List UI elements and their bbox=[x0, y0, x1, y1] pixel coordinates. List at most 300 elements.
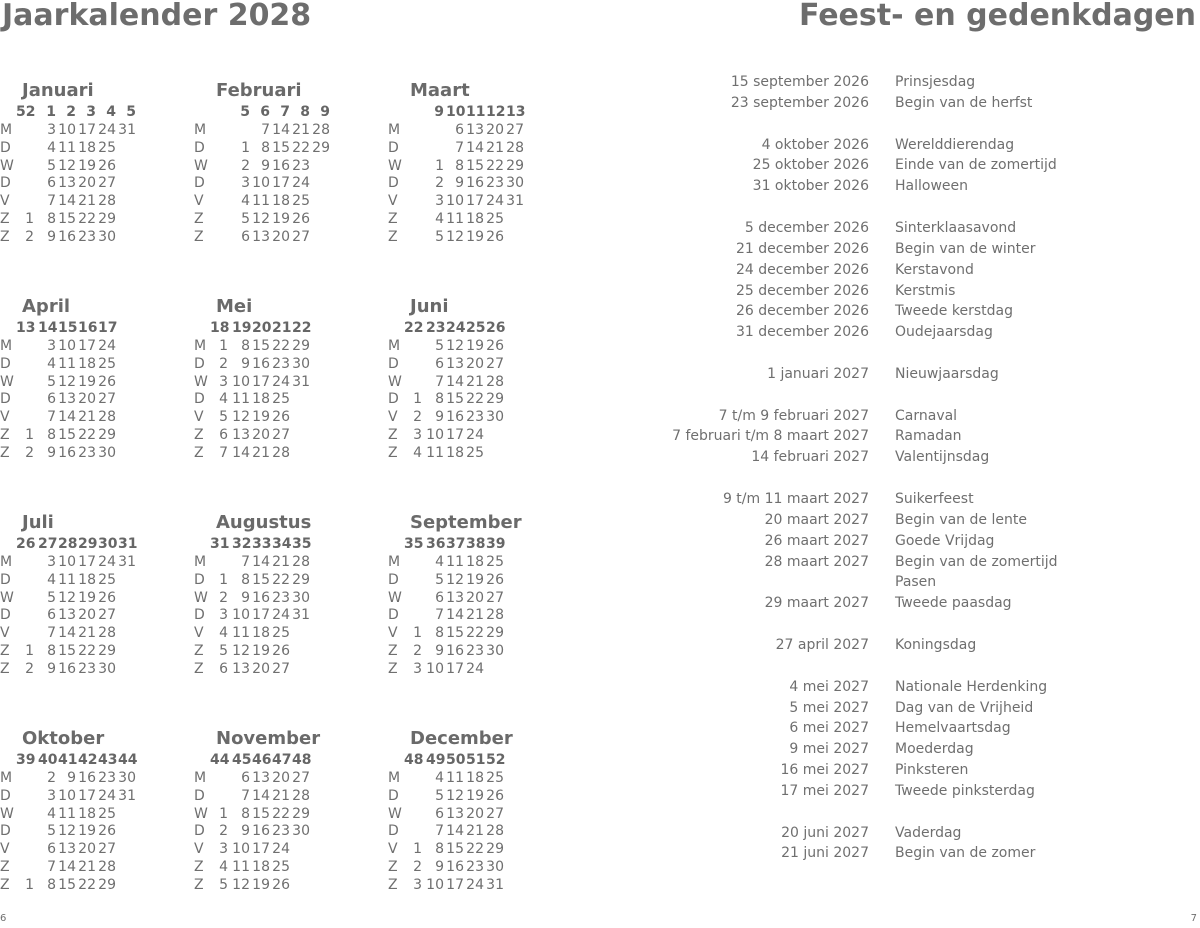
week-number: 31 bbox=[118, 536, 138, 552]
weekday-label: Z bbox=[388, 643, 398, 659]
day-number: 1 bbox=[219, 805, 228, 822]
day-number: 7 bbox=[261, 122, 270, 138]
day-number: 13 bbox=[58, 841, 76, 858]
event-date: 4 oktober 2026 bbox=[761, 136, 869, 153]
day-number: 17 bbox=[78, 787, 96, 804]
day-number: 14 bbox=[58, 193, 76, 210]
day-number: 2 bbox=[413, 643, 422, 659]
week-number: 52 bbox=[486, 752, 506, 768]
day-number: 26 bbox=[486, 338, 504, 354]
day-number: 17 bbox=[252, 373, 270, 390]
day-number: 5 bbox=[219, 876, 228, 893]
day-number: 11 bbox=[446, 770, 464, 786]
weekday-label: D bbox=[0, 391, 11, 408]
event-name: Kerstmis bbox=[895, 282, 956, 299]
day-number: 11 bbox=[252, 193, 270, 210]
day-number: 7 bbox=[241, 554, 250, 570]
day-number: 19 bbox=[78, 157, 96, 174]
day-number: 29 bbox=[486, 841, 504, 858]
day-number: 14 bbox=[58, 625, 76, 642]
week-number: 48 bbox=[292, 752, 312, 768]
day-number: 7 bbox=[47, 409, 56, 426]
weekday-label: V bbox=[0, 409, 10, 426]
day-number: 23 bbox=[78, 444, 96, 461]
weekday-label: D bbox=[194, 823, 205, 840]
week-number: 25 bbox=[466, 320, 486, 336]
day-number: 1 bbox=[25, 427, 34, 443]
day-number: 7 bbox=[435, 373, 444, 390]
event-name: Oudejaarsdag bbox=[895, 324, 993, 341]
week-number: 14 bbox=[38, 320, 58, 336]
day-number: 2 bbox=[435, 175, 444, 192]
week-number: 1 bbox=[46, 104, 56, 120]
week-number: 13 bbox=[16, 320, 36, 336]
day-number: 1 bbox=[413, 625, 422, 642]
day-number: 27 bbox=[98, 841, 116, 858]
event-name: Tweede kerstdag bbox=[895, 303, 1013, 320]
day-number: 29 bbox=[98, 211, 116, 227]
event-name: Ramadan bbox=[895, 428, 962, 445]
weekday-label: Z bbox=[194, 859, 204, 875]
day-number: 30 bbox=[98, 660, 116, 677]
day-number: 31 bbox=[292, 373, 310, 390]
day-number: 16 bbox=[58, 660, 76, 677]
week-number: 27 bbox=[38, 536, 58, 552]
weekday-label: M bbox=[194, 554, 207, 570]
day-number: 17 bbox=[78, 122, 96, 138]
weekday-label: W bbox=[388, 157, 402, 174]
day-number: 17 bbox=[446, 427, 464, 443]
weekday-label: M bbox=[0, 122, 13, 138]
day-number: 24 bbox=[98, 122, 116, 138]
week-number: 26 bbox=[486, 320, 506, 336]
week-number: 45 bbox=[232, 752, 252, 768]
weekday-label: Z bbox=[194, 643, 204, 659]
week-number: 50 bbox=[446, 752, 466, 768]
weekday-label: W bbox=[0, 373, 14, 390]
weekday-label: V bbox=[388, 193, 398, 210]
weekday-label: D bbox=[194, 787, 205, 804]
day-number: 12 bbox=[252, 211, 270, 227]
day-number: 2 bbox=[219, 589, 228, 606]
month-mei bbox=[194, 296, 384, 486]
day-number: 20 bbox=[466, 355, 484, 372]
day-number: 7 bbox=[219, 444, 228, 461]
day-number: 16 bbox=[252, 355, 270, 372]
page-number-right: 7 bbox=[1190, 913, 1197, 924]
day-number: 24 bbox=[466, 876, 484, 893]
event-date: 1 januari 2027 bbox=[767, 365, 869, 382]
week-number: 40 bbox=[38, 752, 58, 768]
day-number: 13 bbox=[58, 607, 76, 624]
event-date: 17 mei 2027 bbox=[780, 782, 869, 799]
day-number: 10 bbox=[232, 373, 250, 390]
day-number: 11 bbox=[426, 444, 444, 461]
day-number: 13 bbox=[252, 228, 270, 245]
day-number: 4 bbox=[219, 859, 228, 875]
day-number: 7 bbox=[47, 625, 56, 642]
day-number: 7 bbox=[435, 823, 444, 840]
day-number: 1 bbox=[25, 876, 34, 893]
weekday-label: Z bbox=[0, 859, 10, 875]
week-number: 46 bbox=[252, 752, 272, 768]
day-number: 14 bbox=[58, 409, 76, 426]
month-september bbox=[388, 512, 578, 702]
day-number: 25 bbox=[486, 554, 504, 570]
event-date: 20 juni 2027 bbox=[781, 824, 869, 841]
week-number: 9 bbox=[320, 104, 330, 120]
week-number: 19 bbox=[232, 320, 252, 336]
day-number: 28 bbox=[272, 444, 290, 461]
day-number: 4 bbox=[241, 193, 250, 210]
weekday-label: D bbox=[0, 355, 11, 372]
month-name: Juli bbox=[22, 512, 54, 533]
day-number: 19 bbox=[78, 373, 96, 390]
event-name: Begin van de herfst bbox=[895, 94, 1033, 111]
weekday-label: W bbox=[0, 589, 14, 606]
weekday-label: W bbox=[194, 157, 208, 174]
day-number: 13 bbox=[232, 427, 250, 443]
week-number: 52 bbox=[16, 104, 36, 120]
day-number: 9 bbox=[241, 823, 250, 840]
day-number: 24 bbox=[272, 373, 290, 390]
day-number: 14 bbox=[272, 122, 290, 138]
day-number: 10 bbox=[426, 660, 444, 677]
day-number: 15 bbox=[252, 338, 270, 354]
weekday-label: W bbox=[0, 157, 14, 174]
day-number: 11 bbox=[58, 355, 76, 372]
week-number: 37 bbox=[446, 536, 466, 552]
week-number: 36 bbox=[426, 536, 446, 552]
weekday-label: W bbox=[194, 589, 208, 606]
day-number: 25 bbox=[272, 859, 290, 875]
day-number: 27 bbox=[292, 770, 310, 786]
day-number: 15 bbox=[446, 841, 464, 858]
day-number: 25 bbox=[98, 571, 116, 588]
day-number: 26 bbox=[292, 211, 310, 227]
weekday-label: V bbox=[388, 841, 398, 858]
event-date: 7 februari t/m 8 maart 2027 bbox=[672, 428, 869, 445]
weekday-label: W bbox=[0, 805, 14, 822]
day-number: 12 bbox=[58, 373, 76, 390]
event-name: Werelddierendag bbox=[895, 136, 1015, 153]
day-number: 18 bbox=[466, 211, 484, 227]
weekday-label: V bbox=[388, 625, 398, 642]
day-number: 23 bbox=[466, 643, 484, 659]
weekday-label: D bbox=[388, 355, 399, 372]
day-number: 24 bbox=[466, 660, 484, 677]
day-number: 26 bbox=[98, 157, 116, 174]
month-name: September bbox=[410, 512, 522, 533]
day-number: 4 bbox=[219, 625, 228, 642]
week-number: 39 bbox=[16, 752, 36, 768]
day-number: 17 bbox=[466, 193, 484, 210]
month-name: Mei bbox=[216, 296, 253, 317]
event-name: Tweede paasdag bbox=[895, 595, 1012, 612]
weekday-label: Z bbox=[194, 211, 204, 227]
event-name: Begin van de zomer bbox=[895, 845, 1036, 862]
day-number: 10 bbox=[426, 427, 444, 443]
day-number: 15 bbox=[252, 805, 270, 822]
day-number: 5 bbox=[219, 643, 228, 659]
day-number: 30 bbox=[98, 228, 116, 245]
event-name: Suikerfeest bbox=[895, 491, 974, 507]
day-number: 26 bbox=[272, 643, 290, 659]
day-number: 4 bbox=[413, 444, 422, 461]
day-number: 31 bbox=[118, 787, 136, 804]
day-number: 5 bbox=[435, 787, 444, 804]
weekday-label: Z bbox=[388, 876, 398, 893]
day-number: 29 bbox=[292, 805, 310, 822]
day-number: 17 bbox=[78, 338, 96, 354]
day-number: 17 bbox=[252, 841, 270, 858]
day-number: 27 bbox=[506, 122, 524, 138]
day-number: 14 bbox=[446, 823, 464, 840]
day-number: 2 bbox=[25, 660, 34, 677]
day-number: 30 bbox=[292, 823, 310, 840]
day-number: 19 bbox=[78, 823, 96, 840]
weekday-label: Z bbox=[388, 427, 398, 443]
day-number: 24 bbox=[98, 338, 116, 354]
day-number: 11 bbox=[58, 139, 76, 156]
day-number: 9 bbox=[435, 859, 444, 875]
page-number-left: 6 bbox=[0, 913, 7, 924]
weekday-label: D bbox=[194, 355, 205, 372]
day-number: 22 bbox=[272, 805, 290, 822]
day-number: 31 bbox=[292, 607, 310, 624]
day-number: 10 bbox=[58, 122, 76, 138]
day-number: 7 bbox=[241, 787, 250, 804]
day-number: 13 bbox=[58, 175, 76, 192]
day-number: 27 bbox=[98, 391, 116, 408]
weekday-label: D bbox=[0, 787, 11, 804]
weekday-label: V bbox=[388, 409, 398, 426]
day-number: 1 bbox=[219, 338, 228, 354]
day-number: 18 bbox=[272, 193, 290, 210]
day-number: 29 bbox=[292, 338, 310, 354]
day-number: 29 bbox=[486, 391, 504, 408]
day-number: 3 bbox=[47, 554, 56, 570]
weekday-label: D bbox=[0, 607, 11, 624]
day-number: 28 bbox=[506, 139, 524, 156]
day-number: 4 bbox=[219, 391, 228, 408]
day-number: 21 bbox=[78, 625, 96, 642]
week-number: 22 bbox=[292, 320, 312, 336]
weekday-label: D bbox=[388, 175, 399, 192]
day-number: 28 bbox=[98, 193, 116, 210]
event-date: 9 mei 2027 bbox=[789, 741, 869, 758]
weekday-label: M bbox=[194, 338, 207, 354]
day-number: 25 bbox=[98, 355, 116, 372]
month-december bbox=[388, 728, 578, 918]
day-number: 20 bbox=[78, 175, 96, 192]
day-number: 9 bbox=[67, 770, 76, 786]
week-number: 23 bbox=[426, 320, 446, 336]
day-number: 12 bbox=[446, 338, 464, 354]
event-name: Prinsjesdag bbox=[895, 74, 976, 90]
weekday-label: V bbox=[194, 193, 204, 210]
week-number: 5 bbox=[126, 104, 136, 120]
day-number: 19 bbox=[252, 876, 270, 893]
day-number: 29 bbox=[312, 139, 330, 156]
day-number: 9 bbox=[47, 660, 56, 677]
day-number: 18 bbox=[78, 139, 96, 156]
week-number: 47 bbox=[272, 752, 292, 768]
day-number: 1 bbox=[25, 211, 34, 227]
day-number: 18 bbox=[466, 554, 484, 570]
weekday-label: D bbox=[388, 787, 399, 804]
day-number: 21 bbox=[272, 787, 290, 804]
week-number: 44 bbox=[118, 752, 138, 768]
page-title-right: Feest- en gedenkdagen bbox=[798, 0, 1196, 33]
day-number: 21 bbox=[78, 193, 96, 210]
day-number: 22 bbox=[486, 157, 504, 174]
day-number: 14 bbox=[252, 554, 270, 570]
event-name: Tweede pinksterdag bbox=[895, 782, 1035, 799]
day-number: 24 bbox=[98, 554, 116, 570]
week-number: 28 bbox=[58, 536, 78, 552]
day-number: 11 bbox=[232, 859, 250, 875]
day-number: 24 bbox=[292, 175, 310, 192]
day-number: 31 bbox=[118, 554, 136, 570]
weekday-label: W bbox=[388, 805, 402, 822]
event-date: 16 mei 2027 bbox=[780, 762, 869, 779]
day-number: 8 bbox=[435, 841, 444, 858]
day-number: 11 bbox=[446, 211, 464, 227]
day-number: 8 bbox=[455, 157, 464, 174]
day-number: 6 bbox=[241, 770, 250, 786]
day-number: 16 bbox=[58, 228, 76, 245]
week-number: 32 bbox=[232, 536, 252, 552]
day-number: 5 bbox=[47, 373, 56, 390]
day-number: 23 bbox=[466, 409, 484, 426]
day-number: 14 bbox=[232, 444, 250, 461]
event-date: 6 mei 2027 bbox=[789, 720, 869, 737]
week-number: 15 bbox=[58, 320, 78, 336]
day-number: 13 bbox=[232, 660, 250, 677]
day-number: 29 bbox=[98, 876, 116, 893]
weekday-label: Z bbox=[0, 211, 10, 227]
day-number: 18 bbox=[252, 391, 270, 408]
day-number: 30 bbox=[486, 409, 504, 426]
event-date: 31 december 2026 bbox=[735, 324, 869, 341]
day-number: 22 bbox=[78, 876, 96, 893]
day-number: 25 bbox=[98, 139, 116, 156]
event-name: Vaderdag bbox=[895, 824, 962, 841]
day-number: 1 bbox=[241, 139, 250, 156]
event-name: Kerstavond bbox=[895, 261, 974, 278]
weekday-label: D bbox=[388, 823, 399, 840]
day-number: 8 bbox=[47, 876, 56, 893]
day-number: 21 bbox=[272, 554, 290, 570]
day-number: 5 bbox=[241, 211, 250, 227]
weekday-label: M bbox=[388, 122, 401, 138]
weekday-label: Z bbox=[0, 427, 10, 443]
day-number: 19 bbox=[272, 211, 290, 227]
day-number: 27 bbox=[98, 607, 116, 624]
day-number: 25 bbox=[466, 444, 484, 461]
day-number: 18 bbox=[252, 625, 270, 642]
day-number: 18 bbox=[78, 805, 96, 822]
weekday-label: V bbox=[0, 625, 10, 642]
week-number: 8 bbox=[300, 104, 310, 120]
day-number: 4 bbox=[47, 355, 56, 372]
day-number: 27 bbox=[272, 660, 290, 677]
day-number: 1 bbox=[435, 157, 444, 174]
day-number: 24 bbox=[486, 193, 504, 210]
day-number: 6 bbox=[219, 427, 228, 443]
day-number: 15 bbox=[446, 625, 464, 642]
day-number: 10 bbox=[232, 607, 250, 624]
event-date: 5 december 2026 bbox=[744, 219, 869, 236]
day-number: 6 bbox=[435, 355, 444, 372]
day-number: 13 bbox=[446, 805, 464, 822]
event-date: 7 t/m 9 februari 2027 bbox=[718, 407, 869, 424]
day-number: 5 bbox=[435, 571, 444, 588]
day-number: 30 bbox=[98, 444, 116, 461]
event-name: Begin van de winter bbox=[895, 240, 1036, 257]
day-number: 19 bbox=[466, 571, 484, 588]
day-number: 9 bbox=[261, 157, 270, 174]
weekday-label: D bbox=[194, 571, 205, 588]
day-number: 12 bbox=[232, 409, 250, 426]
day-number: 4 bbox=[47, 571, 56, 588]
week-number: 34 bbox=[272, 536, 292, 552]
day-number: 19 bbox=[466, 228, 484, 245]
day-number: 14 bbox=[58, 859, 76, 875]
day-number: 6 bbox=[241, 228, 250, 245]
month-name: Februari bbox=[216, 80, 302, 101]
week-number: 12 bbox=[486, 104, 506, 120]
day-number: 5 bbox=[435, 338, 444, 354]
month-augustus bbox=[194, 512, 384, 702]
day-number: 20 bbox=[78, 391, 96, 408]
day-number: 22 bbox=[466, 841, 484, 858]
day-number: 4 bbox=[47, 139, 56, 156]
day-number: 18 bbox=[78, 571, 96, 588]
day-number: 27 bbox=[486, 355, 504, 372]
month-april bbox=[0, 296, 190, 486]
day-number: 6 bbox=[219, 660, 228, 677]
event-name: Pasen bbox=[895, 574, 937, 591]
month-name: November bbox=[216, 728, 321, 749]
weekday-label: W bbox=[194, 805, 208, 822]
day-number: 4 bbox=[47, 805, 56, 822]
day-number: 12 bbox=[446, 571, 464, 588]
event-date: 5 mei 2027 bbox=[789, 699, 869, 716]
day-number: 27 bbox=[486, 805, 504, 822]
weekday-label: Z bbox=[0, 444, 10, 461]
day-number: 15 bbox=[58, 427, 76, 443]
day-number: 23 bbox=[486, 175, 504, 192]
day-number: 28 bbox=[292, 554, 310, 570]
day-number: 15 bbox=[272, 139, 290, 156]
day-number: 10 bbox=[446, 193, 464, 210]
day-number: 16 bbox=[466, 175, 484, 192]
day-number: 28 bbox=[486, 373, 504, 390]
weekday-label: M bbox=[0, 770, 13, 786]
day-number: 1 bbox=[413, 841, 422, 858]
week-number: 41 bbox=[58, 752, 78, 768]
day-number: 9 bbox=[241, 589, 250, 606]
month-name: Januari bbox=[22, 80, 94, 101]
day-number: 22 bbox=[78, 643, 96, 659]
day-number: 22 bbox=[78, 211, 96, 227]
day-number: 21 bbox=[466, 823, 484, 840]
day-number: 26 bbox=[272, 409, 290, 426]
day-number: 27 bbox=[272, 427, 290, 443]
event-name: Hemelvaartsdag bbox=[895, 720, 1011, 737]
